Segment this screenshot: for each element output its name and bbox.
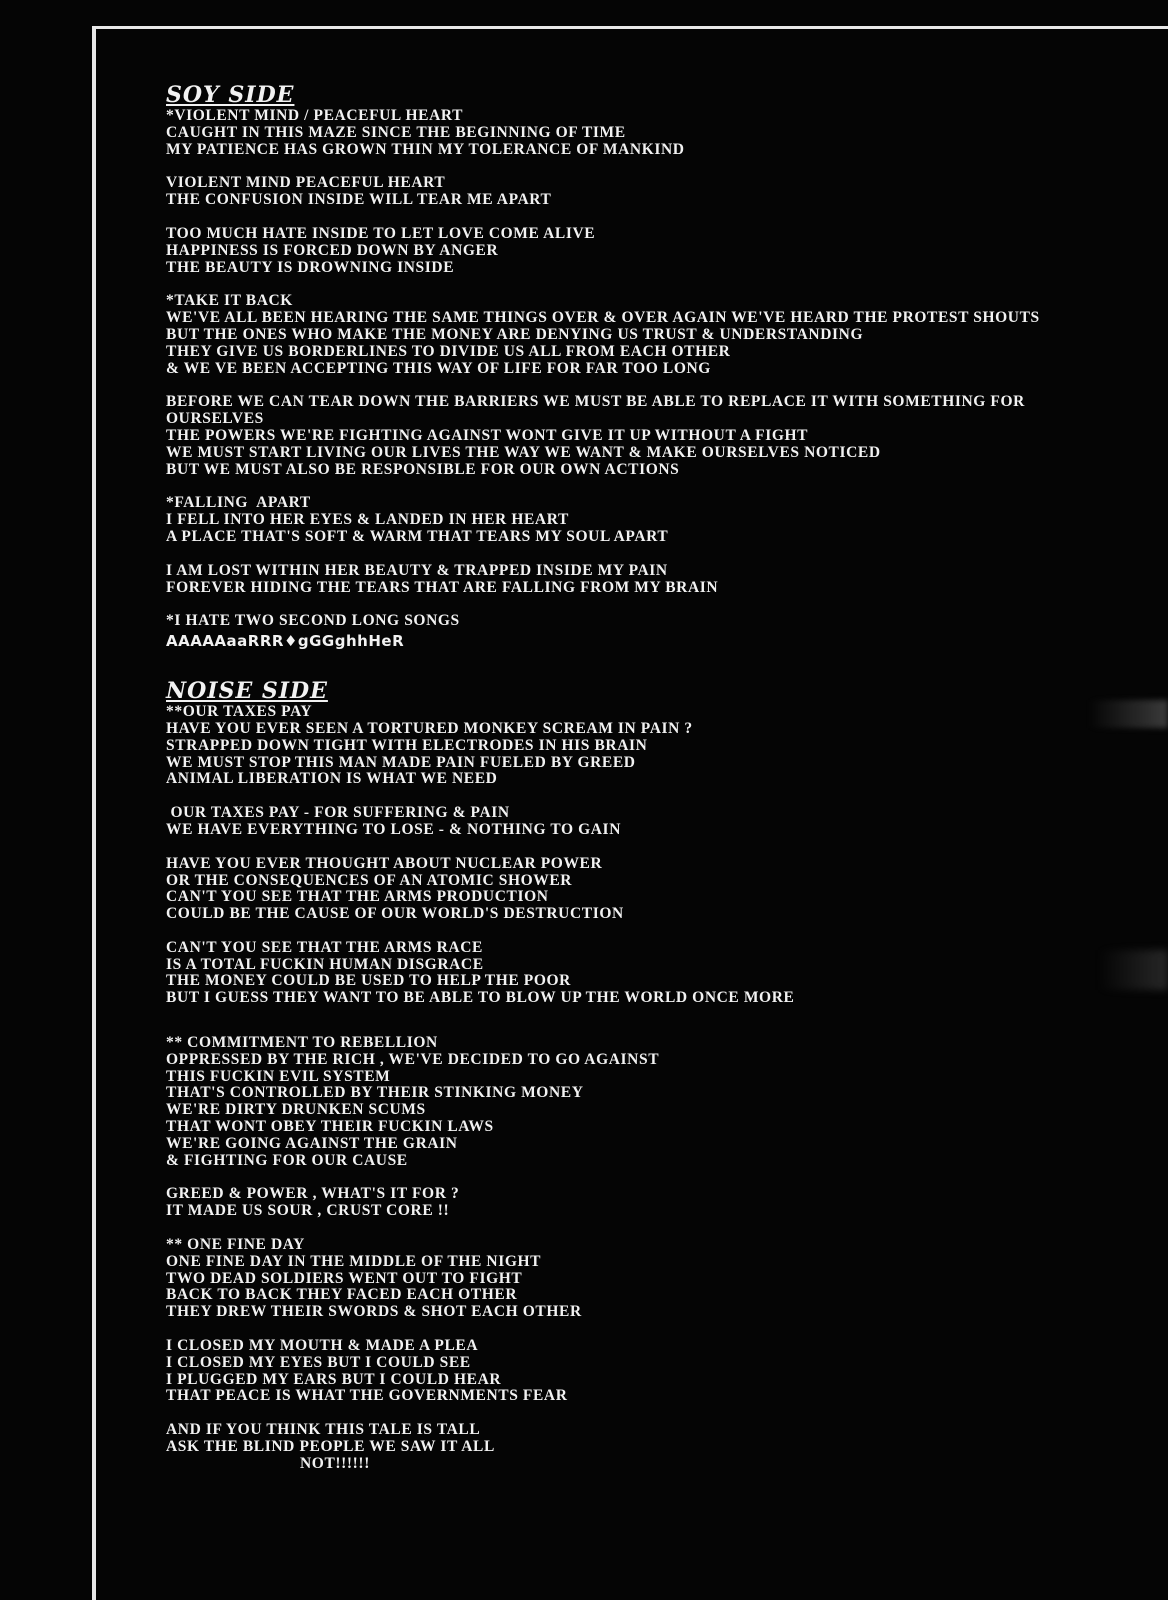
lyric-line: THE CONFUSION INSIDE WILL TEAR ME APART bbox=[166, 191, 552, 209]
lyric-line: BACK TO BACK THEY FACED EACH OTHER bbox=[166, 1286, 518, 1304]
stanza bbox=[166, 1186, 1146, 1220]
lyric-line: I PLUGGED MY EARS BUT I COULD HEAR bbox=[166, 1370, 502, 1388]
song-title: *TAKE IT BACK bbox=[166, 292, 293, 310]
lyric-line: BUT THE ONES WHO MAKE THE MONEY ARE DENYING US TRUST & UNDERSTANDING bbox=[166, 325, 864, 343]
lyric-line: & WE VE BEEN ACCEPTING THIS WAY OF LIFE FOR FAR TOO LONG bbox=[166, 359, 711, 377]
lyric-line: STRAPPED DOWN TIGHT WITH ELECTRODES IN HIS BRAIN bbox=[166, 736, 648, 754]
lyric-line: HAVE YOU EVER SEEN A TORTURED MONKEY SCREAM IN PAIN ? bbox=[166, 719, 693, 737]
lyric-line: COULD BE THE CAUSE OF OUR WORLD'S DESTRUCTION bbox=[166, 905, 624, 923]
lyric-line: THE BEAUTY IS DROWNING INSIDE bbox=[166, 258, 455, 276]
stanza bbox=[166, 310, 1146, 377]
closing-line: NOT!!!!!! bbox=[300, 1454, 370, 1472]
lyric-line: WE'VE ALL BEEN HEARING THE SAME THINGS OVER & OVER AGAIN WE'VE HEARD THE PROTEST SHOUTS bbox=[166, 309, 1040, 327]
lyric-line: THAT'S CONTROLLED BY THEIR STINKING MONEY bbox=[166, 1084, 584, 1102]
lyric-line: BEFORE WE CAN TEAR DOWN THE BARRIERS WE MUST BE ABLE TO REPLACE IT WITH SOMETHING FOR bbox=[166, 393, 1025, 411]
song-title: ** COMMITMENT TO REBELLION bbox=[166, 1034, 438, 1052]
lyric-line: I FELL INTO HER EYES & LANDED IN HER HEART bbox=[166, 511, 569, 529]
stanza bbox=[166, 856, 1146, 923]
song-one-fine-day bbox=[166, 1237, 1146, 1473]
lyric-line: ONE FINE DAY IN THE MIDDLE OF THE NIGHT bbox=[166, 1252, 542, 1270]
song-our-taxes-pay bbox=[166, 704, 1146, 1007]
scream-line: AAAAAaaRRR♦gGGghhHeR bbox=[166, 632, 405, 651]
lyric-line: WE'RE GOING AGAINST THE GRAIN bbox=[166, 1134, 458, 1152]
lyric-line: CAN'T YOU SEE THAT THE ARMS PRODUCTION bbox=[166, 888, 549, 906]
lyric-line: ANIMAL LIBERATION IS WHAT WE NEED bbox=[166, 770, 498, 788]
stanza bbox=[166, 1254, 1146, 1321]
lyric-line: THAT WONT OBEY THEIR FUCKIN LAWS bbox=[166, 1118, 494, 1136]
lyric-line: IT MADE US SOUR , CRUST CORE !! bbox=[166, 1202, 450, 1220]
lyric-line: THE MONEY COULD BE USED TO HELP THE POOR bbox=[166, 972, 571, 990]
stanza bbox=[166, 512, 1146, 546]
lyric-line: HAVE YOU EVER THOUGHT ABOUT NUCLEAR POWER bbox=[166, 854, 603, 872]
lyric-line: GREED & POWER , WHAT'S IT FOR ? bbox=[166, 1185, 460, 1203]
song-title: *VIOLENT MIND / PEACEFUL HEART bbox=[166, 107, 464, 124]
stanza bbox=[166, 721, 1146, 788]
side-title-soy: SOY SIDE bbox=[166, 82, 295, 108]
lyric-line: THE POWERS WE'RE FIGHTING AGAINST WONT GIVE IT UP WITHOUT A FIGHT bbox=[166, 426, 809, 444]
lyric-line: WE'RE DIRTY DRUNKEN SCUMS bbox=[166, 1101, 426, 1119]
lyric-line: AND IF YOU THINK THIS TALE IS TALL bbox=[166, 1421, 481, 1439]
lyric-line: CAUGHT IN THIS MAZE SINCE THE BEGINNING OF TIME bbox=[166, 123, 626, 141]
song-two-second-songs bbox=[166, 613, 1146, 652]
lyric-line: I CLOSED MY MOUTH & MADE A PLEA bbox=[166, 1337, 479, 1355]
lyric-line: OURSELVES bbox=[166, 410, 264, 428]
lyric-line: THEY GIVE US BORDERLINES TO DIVIDE US ALL FROM EACH OTHER bbox=[166, 342, 731, 360]
song-title: ** ONE FINE DAY bbox=[166, 1236, 305, 1254]
stanza bbox=[166, 940, 1146, 1007]
lyric-line: THAT PEACE IS WHAT THE GOVERNMENTS FEAR bbox=[166, 1387, 568, 1405]
frame-top-border bbox=[96, 26, 1168, 29]
stanza bbox=[166, 1052, 1146, 1170]
song-falling-apart bbox=[166, 495, 1146, 596]
lyric-line: & FIGHTING FOR OUR CAUSE bbox=[166, 1151, 408, 1169]
stanza bbox=[166, 226, 1146, 276]
lyric-line: OUR TAXES PAY - FOR SUFFERING & PAIN bbox=[166, 804, 510, 822]
lyric-line: HAPPINESS IS FORCED DOWN BY ANGER bbox=[166, 241, 499, 259]
stanza bbox=[166, 1422, 1146, 1472]
frame-left-border bbox=[92, 26, 96, 1600]
stanza bbox=[166, 394, 1146, 478]
lyric-line: THEY DREW THEIR SWORDS & SHOT EACH OTHER bbox=[166, 1303, 582, 1321]
lyric-line: VIOLENT MIND PEACEFUL HEART bbox=[166, 174, 446, 192]
stanza bbox=[166, 563, 1146, 597]
song-title: *FALLING APART bbox=[166, 494, 311, 512]
lyric-line: CAN'T YOU SEE THAT THE ARMS RACE bbox=[166, 938, 483, 956]
lyric-line: MY PATIENCE HAS GROWN THIN MY TOLERANCE OF MANKIND bbox=[166, 140, 685, 158]
lyric-line: I CLOSED MY EYES BUT I COULD SEE bbox=[166, 1353, 471, 1371]
stanza bbox=[166, 125, 1146, 159]
stanza bbox=[166, 805, 1146, 839]
lyric-line: WE MUST START LIVING OUR LIVES THE WAY WE WANT & MAKE OURSELVES NOTICED bbox=[166, 443, 881, 461]
lyric-line: WE MUST STOP THIS MAN MADE PAIN FUELED BY GREED bbox=[166, 753, 636, 771]
lyric-line: IS A TOTAL FUCKIN HUMAN DISGRACE bbox=[166, 955, 484, 973]
lyric-line: BUT WE MUST ALSO BE RESPONSIBLE FOR OUR OWN ACTIONS bbox=[166, 460, 680, 478]
lyric-line: TOO MUCH HATE INSIDE TO LET LOVE COME ALIVE bbox=[166, 224, 596, 242]
lyric-sheet bbox=[166, 82, 1146, 1490]
song-commitment-to-rebellion bbox=[166, 1035, 1146, 1220]
song-title: **OUR TAXES PAY bbox=[166, 703, 313, 721]
lyric-line: ASK THE BLIND PEOPLE WE SAW IT ALL bbox=[166, 1438, 495, 1456]
song-title: *I HATE TWO SECOND LONG SONGS bbox=[166, 612, 460, 630]
lyric-line: THIS FUCKIN EVIL SYSTEM bbox=[166, 1067, 391, 1085]
stanza bbox=[166, 1338, 1146, 1405]
lyric-line: FOREVER HIDING THE TEARS THAT ARE FALLING FROM MY BRAIN bbox=[166, 578, 719, 596]
lyric-line: OPPRESSED BY THE RICH , WE'VE DECIDED TO GO AGAINST bbox=[166, 1050, 660, 1068]
song-violent-mind bbox=[166, 108, 1146, 276]
lyric-line: WE HAVE EVERYTHING TO LOSE - & NOTHING TO GAIN bbox=[166, 820, 621, 838]
lyric-line: OR THE CONSEQUENCES OF AN ATOMIC SHOWER bbox=[166, 871, 573, 889]
lyric-line: A PLACE THAT'S SOFT & WARM THAT TEARS MY SOUL APART bbox=[166, 527, 669, 545]
side-title-noise: NOISE SIDE bbox=[166, 678, 328, 705]
lyric-line: BUT I GUESS THEY WANT TO BE ABLE TO BLOW UP THE WORLD ONCE MORE bbox=[166, 989, 795, 1007]
song-take-it-back bbox=[166, 293, 1146, 478]
lyric-line: I AM LOST WITHIN HER BEAUTY & TRAPPED INSIDE MY PAIN bbox=[166, 561, 668, 579]
lyric-line: TWO DEAD SOLDIERS WENT OUT TO FIGHT bbox=[166, 1269, 523, 1287]
stanza bbox=[166, 175, 1146, 209]
